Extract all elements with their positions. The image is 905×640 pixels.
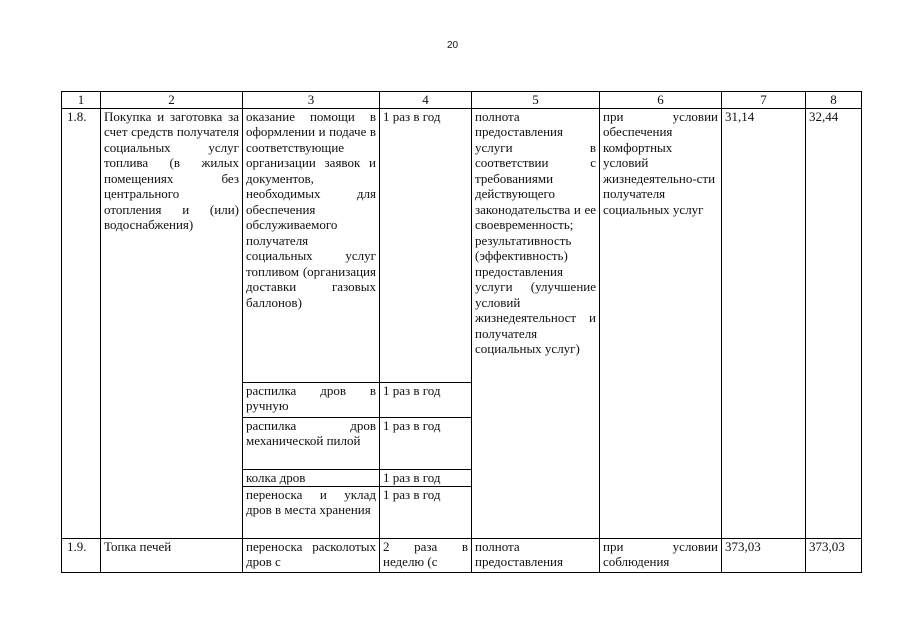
subservice-text: распилка дров механической пилой bbox=[243, 417, 380, 469]
header-cell: 1 bbox=[62, 92, 101, 109]
frequency-text: 2 раза в неделю (с bbox=[380, 538, 472, 572]
frequency-text: 1 раз в год bbox=[380, 486, 472, 538]
header-cell: 3 bbox=[243, 92, 380, 109]
frequency-text: 1 раз в год bbox=[380, 382, 472, 417]
provision-conditions: при условии соблюдения bbox=[600, 538, 722, 572]
table-row bbox=[62, 538, 862, 572]
frequency-text: 1 раз в год bbox=[380, 417, 472, 469]
subservice-text: переноска и уклад дров в места хранения bbox=[243, 486, 380, 538]
header-cell: 4 bbox=[380, 92, 472, 109]
service-name: Топка печей bbox=[101, 538, 243, 572]
col8-value: 373,03 bbox=[806, 538, 862, 572]
col8-value: 32,44 bbox=[806, 108, 862, 538]
table-row bbox=[62, 108, 862, 382]
header-cell: 6 bbox=[600, 92, 722, 109]
row-number: 1.9. bbox=[62, 538, 101, 572]
col7-value: 31,14 bbox=[722, 108, 806, 538]
service-name: Покупка и заготовка за счет средств получателя социальных услуг топлива (в жилых помещениях без центрального отопления и (или) водоснабжения) bbox=[101, 108, 243, 538]
row-number: 1.8. bbox=[62, 108, 101, 538]
header-cell: 5 bbox=[472, 92, 600, 109]
services-table bbox=[61, 91, 862, 573]
header-cell: 8 bbox=[806, 92, 862, 109]
col7-value: 373,03 bbox=[722, 538, 806, 572]
subservice-text: переноска расколотых дров с bbox=[243, 538, 380, 572]
frequency-text: 1 раз в год bbox=[380, 108, 472, 382]
quality-criteria: полнота предоставления bbox=[472, 538, 600, 572]
header-cell: 2 bbox=[101, 92, 243, 109]
subservice-text: оказание помощи в оформлении и подаче в соответствующие организации заявок и документов, необходимых для обеспечения обслуживаемого получателя социальных услуг топливом (организация доставки газовых баллонов) bbox=[243, 108, 380, 382]
frequency-text: 1 раз в год bbox=[380, 469, 472, 486]
subservice-text: распилка дров в ручную bbox=[243, 382, 380, 417]
page-number: 20 bbox=[446, 40, 459, 51]
quality-criteria: полнота предоставления услуги в соответствии с требованиями действующего законодательства и ее своевременность; результативность (эффективность) предоставления услуги (улучшение условий жизнедеятельност и получателя социальных услуг) bbox=[472, 108, 600, 538]
header-row bbox=[62, 92, 862, 109]
subservice-text: колка дров bbox=[243, 469, 380, 486]
provision-conditions: при условии обеспечения комфортных условий жизнедеятельно-сти получателя социальных услуг bbox=[600, 108, 722, 538]
header-cell: 7 bbox=[722, 92, 806, 109]
